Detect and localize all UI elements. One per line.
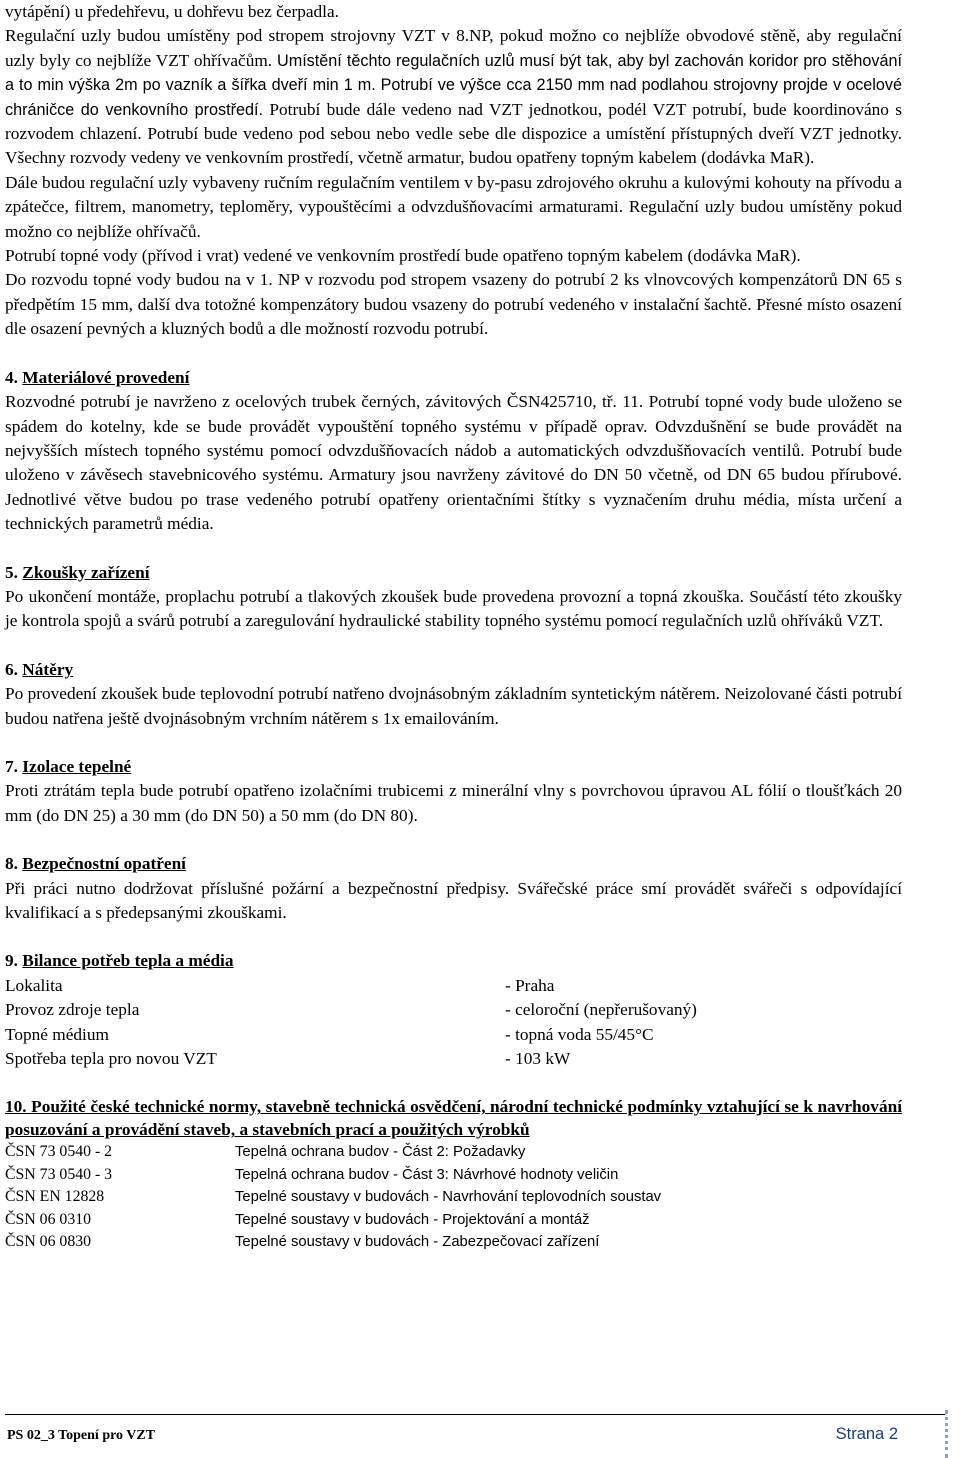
bilance-row <box>5 998 902 1022</box>
section-number: 8. <box>5 854 18 874</box>
section-number: 7. <box>5 756 18 776</box>
bilance-row <box>5 1023 902 1047</box>
bilance-row <box>5 974 902 998</box>
footer-dotted-border <box>945 1410 948 1458</box>
document-page <box>5 0 902 1254</box>
norm-row <box>5 1231 902 1254</box>
norm-code: ČSN EN 12828 <box>5 1188 105 1206</box>
bilance-row <box>5 1047 902 1071</box>
bilance-value: - 103 kW <box>505 1049 571 1069</box>
paragraph: Proti ztrátám tepla bude potrubí opatřeno izolačními trubicemi z minerální vlny s povrchovou úpravou AL fólií o tloušťkách 20 mm (do DN 25) a 30 mm (do DN 50) a 50 mm (do DN 80). <box>5 781 902 825</box>
norm-description: Tepelné soustavy v budovách - Zabezpečovací zařízení <box>235 1234 600 1251</box>
norm-row <box>5 1141 902 1164</box>
norm-row <box>5 1186 902 1209</box>
section-heading <box>5 755 902 779</box>
section-heading: 10. Použité české technické normy, stavebně technická osvědčení, národní technické podmínky vztahující se k navrhování posuzování a provádění staveb, a stavebních prací a použitých výrobků <box>5 1097 902 1140</box>
norm-row <box>5 1209 902 1232</box>
paragraph <box>5 24 902 170</box>
paragraph: Při práci nutno dodržovat příslušné požární a bezpečnostní předpisy. Svářečské práce smí provádět svářeči s odpovídající kvalifikací a s předepsanými zkouškami. <box>5 878 902 922</box>
section-title: Bezpečnostní opatření <box>22 854 186 874</box>
norm-description: Tepelná ochrana budov - Část 2: Požadavky <box>235 1144 526 1161</box>
paragraph: Dále budou regulační uzly vybaveny ručním regulačním ventilem v by-pasu zdrojového okruhu a kulovými kohouty na přívodu a zpátečce, filtrem, manometry, teploměry, vypouštěcími a odvzdušňovacími armaturami. Regulační uzly budou umístěny pokud možno co nejblíže ohřívačů. <box>5 172 902 241</box>
text-span: Potrubí ve výšce cca 2150 mm nad podlahou strojovny projde v ocelové chráničce do venkovního prostředí. <box>5 76 902 119</box>
paragraph: Potrubí topné vody (přívod i vrat) vedené ve venkovním prostředí bude opatřeno topným kabelem (dodávka MaR). <box>5 246 801 266</box>
paragraph: Do rozvodu topné vody budou na v 1. NP v rozvodu pod stropem vsazeny do potrubí 2 ks vlnovcových kompenzátorů DN 65 s předpětím 15 mm, další dva totožné kompenzátory budou vsazeny do potrubí vedeného v instalační šachtě. Přesné místo osazení dle osazení pevných a kluzných bodů a dle možností rozvodu potrubí. <box>5 270 902 339</box>
text-span: Potrubí bude dále vedeno nad VZT jednotkou, podél VZT potrubí, bude koordinováno s rozvodem chlazení. Potrubí bude vedeno pod sebou nebo vedle sebe dle dispozice a umístění přístupných dveří VZT jednotky. Všechny rozvody vedeny ve venkovním prostředí, včetně armatur, budou opatřeny topným kabelem (dodávka MaR). <box>5 99 903 168</box>
norm-description: Tepelné soustavy v budovách - Navrhování teplovodních soustav <box>235 1189 662 1206</box>
norm-code: ČSN 73 0540 - 3 <box>5 1165 113 1183</box>
section-title: Materiálové provedení <box>22 367 190 387</box>
text-span: Regulační uzly budou umístěny pod stropem strojovny VZT v 8.NP, pokud možno co nejblíže obvodové stěně, aby regulační uzly byly co nejblíže VZT ohřívačům. <box>5 26 902 70</box>
section-title: Bilance potřeb tepla a média <box>22 951 234 971</box>
footer-document-id: PS 02_3 Topení pro VZT <box>7 1428 156 1443</box>
norm-row <box>5 1164 902 1187</box>
section-title: Zkoušky zařízení <box>22 562 150 582</box>
norms-list <box>5 1141 902 1254</box>
norm-description: Tepelné soustavy v budovách - Projektování a montáž <box>235 1211 590 1228</box>
section-heading <box>5 852 902 876</box>
paragraph: Po provedení zkoušek bude teplovodní potrubí natřeno dvojnásobným základním syntetickým nátěrem. Neizolované části potrubí budou natřena ještě dvojnásobným vrchním nátěrem s 1x emailováním. <box>5 684 902 728</box>
section-title: Izolace tepelné <box>22 756 132 776</box>
bilance-key: Spotřeba tepla pro novou VZT <box>5 1049 217 1069</box>
bilance-key: Topné médium <box>5 1024 109 1044</box>
section-heading <box>5 561 902 585</box>
text-line: vytápění) u předehřevu, u dohřevu bez čerpadla. <box>5 2 339 21</box>
section-heading <box>5 366 902 390</box>
section-title: Nátěry <box>22 659 74 679</box>
paragraph: Rozvodné potrubí je navrženo z ocelových trubek černých, závitových ČSN425710, tř. 11. Potrubí topné vody bude uloženo se spádem do kotelny, kde se bude provádět vypouštění topného systému v případě oprav. Odvzdušnění se bude provádět na nejvyšších místech topného systému pomocí odvzdušňovacích nádob a automatických odvzdušňovacích ventilů. Potrubí bude uloženo v závěsech stavebnicového systému. Armatury jsou navrženy závitové do DN 50 včetně, od DN 65 budou přírubové. Jednotlivé větve budou po trase vedeného potrubí opatřeny orientačními štítky s vyznačením druhu média, místa určení a technických parametrů média. <box>5 392 902 534</box>
bilance-value: - topná voda 55/45°C <box>505 1024 654 1044</box>
bilance-key: Lokalita <box>5 975 63 995</box>
section-number: 4. <box>5 367 18 387</box>
norm-code: ČSN 73 0540 - 2 <box>5 1143 113 1161</box>
section-number: 5. <box>5 562 18 582</box>
section-number: 9. <box>5 951 18 971</box>
page-footer <box>0 1410 960 1458</box>
section-heading <box>5 658 902 682</box>
bilance-value: - celoroční (nepřerušovaný) <box>505 1000 697 1020</box>
text-span: Umístění těchto regulačních uzlů musí být tak, aby byl zachován koridor pro stěhování a to min výška 2m po vazník a šířka dveří min 1 m. <box>5 51 902 95</box>
footer-page-number: Strana 2 <box>835 1425 898 1443</box>
bilance-value: - Praha <box>505 975 555 995</box>
norm-code: ČSN 06 0830 <box>5 1233 92 1251</box>
section-heading <box>5 949 902 973</box>
norm-description: Tepelná ochrana budov - Část 3: Návrhové hodnoty veličin <box>235 1166 619 1183</box>
footer-divider <box>5 1414 945 1415</box>
section-number: 6. <box>5 659 18 679</box>
bilance-key: Provoz zdroje tepla <box>5 1000 140 1020</box>
norm-code: ČSN 06 0310 <box>5 1210 92 1228</box>
bilance-table <box>5 974 902 1072</box>
paragraph: Po ukončení montáže, proplachu potrubí a tlakových zkoušek bude provedena provozní a topná zkouška. Součástí této zkoušky je kontrola spojů a svárů potrubí a zaregulování hydraulické stability topného systému pomocí regulačních uzlů ohříváků VZT. <box>5 586 902 631</box>
